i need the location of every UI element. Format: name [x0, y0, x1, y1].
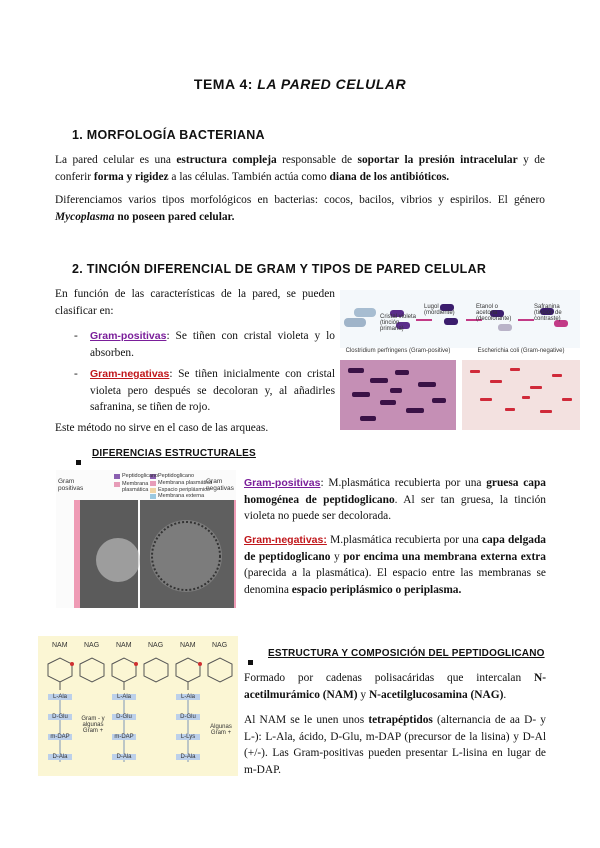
gram-positive-structure: [244, 475, 546, 525]
legend-plasma-membrane: Membrana plasmática: [122, 481, 149, 493]
amino-acid-box: D-Ala: [112, 754, 136, 760]
nag-label: NAG: [148, 642, 164, 649]
amino-acid-box: L-Ala: [48, 694, 72, 700]
text: y de conferir: [55, 154, 545, 183]
text: Diferenciamos varios tipos morfológicos en bacterias: cocos, bacilos, vibrios y espirilos. El género: [55, 194, 545, 206]
text: Al NAM se le unen unos: [244, 714, 369, 726]
peptidoglycan-figure: [38, 636, 238, 776]
stain-step-2: Lugol (mordiente): [424, 304, 455, 316]
text-bold: espacio periplásmico o periplasma.: [291, 583, 462, 596]
nag-label: NAG: [212, 642, 228, 649]
amino-acid-box: m-DAP: [112, 734, 136, 740]
cell-wall-figure: [56, 470, 236, 608]
structural-differences-heading: DIFERENCIAS ESTRUCTURALES: [92, 448, 256, 459]
text-bold: tetrapéptidos: [368, 714, 433, 726]
amino-acid-box: D-Ala: [176, 754, 200, 760]
text: a las células. También actúa como: [168, 170, 330, 183]
text: y: [357, 688, 369, 701]
text-bold: estructura compleja: [176, 154, 277, 166]
stain-step-4: Safranina (tinción de contraste): [534, 304, 562, 322]
legend-outer-membrane: Membrana externa: [158, 493, 205, 499]
gram-stain-figure: [340, 290, 580, 430]
text: y: [330, 550, 344, 563]
amino-acid-box: L-Lys: [176, 734, 200, 740]
legend-peptidoglycan: Peptidoglicano: [122, 473, 159, 479]
gram-negative-label: Gram-negativas:: [244, 534, 327, 546]
legend-plasma-membrane: Membrana plasmática: [158, 480, 213, 486]
text-bold: N-acetilmurámico (NAM): [244, 672, 546, 701]
gram-negative-note: Gram - y algunas Gram +: [81, 716, 105, 734]
gram-positive-note: Algunas Gram +: [210, 724, 232, 736]
text: : Se tiñen inicialmente con cristal violeta pero después se decoloran y, al añadirles safranina, se tiñen de rojo.: [90, 368, 335, 413]
text-bold: forma y rigidez: [93, 170, 169, 183]
dash: -: [74, 330, 78, 342]
peptidoglycan-heading: ESTRUCTURA Y COMPOSICIÓN DEL PEPTIDOGLICANO: [268, 648, 545, 659]
text-bold: capa delgada de peptidoglicano: [244, 534, 546, 563]
bullet-icon: [248, 652, 253, 670]
gram-positive-item: [90, 328, 335, 361]
text-bold-italic: Mycoplasma: [55, 210, 115, 223]
nag-label: NAG: [84, 642, 100, 649]
gram-negative-structure: [244, 532, 546, 598]
gram-negative-panel-title: Gram negativas: [206, 478, 234, 492]
amino-acid-box: L-Ala: [176, 694, 200, 700]
page-title: [0, 76, 600, 92]
amino-acid-box: L-Ala: [112, 694, 136, 700]
text: . Al ser tan gruesa, la tinción violeta no puede ser decolorada.: [244, 493, 546, 522]
nam-label: NAM: [180, 642, 196, 649]
gram-positive-label: Gram-positivas: [90, 330, 167, 342]
amino-acid-box: D-Ala: [48, 754, 72, 760]
stain-step-3: Etanol o acetona (decolorante): [476, 304, 512, 322]
nam-label: NAM: [116, 642, 132, 649]
text-bold: N-acetilglucosamina (NAG): [368, 688, 504, 701]
text-bold: gruesa capa homogénea de peptidoglicano: [244, 477, 547, 506]
text: (alternancia de aa D- y L-): L-Ala, ácido, D-Glu, m-DAP (precursor de la lisina) y D-Al (+/-). Las Gram-positivas pueden presentar L-lisina en lugar de m-DAP.: [244, 714, 546, 776]
legend-peptidoglycan: Peptidoglicano: [158, 473, 195, 479]
peptidoglycan-paragraph-1: [244, 670, 546, 703]
title-emphasis: LA PARED CELULAR: [257, 76, 407, 92]
text: (parecida a la plasmática). El espacio entre las membranas se denomina: [244, 567, 546, 596]
nam-label: NAM: [52, 642, 68, 649]
legend-periplasmic-space: Espacio periplásmico: [158, 487, 210, 493]
amino-acid-box: m-DAP: [48, 734, 72, 740]
gram-negative-item: [90, 366, 335, 416]
peptidoglycan-paragraph-2: [244, 712, 546, 778]
section-2-heading: 2. TINCIÓN DIFERENCIAL DE GRAM Y TIPOS DE PARED CELULAR: [72, 262, 487, 276]
stain-step-1: Cristal violeta (tinción primaria): [380, 314, 417, 332]
section-1-paragraph-1: [55, 152, 545, 185]
gram-negative-label: Gram-negativas: [90, 368, 170, 380]
title-prefix: TEMA 4:: [193, 76, 253, 92]
gram-positive-panel-title: Gram positivas: [58, 478, 84, 492]
amino-acid-box: D-Glu: [176, 714, 200, 720]
section-1-paragraph-2: [55, 192, 545, 225]
text: M.plasmática recubierta por una: [326, 534, 482, 546]
text: responsable de: [276, 154, 358, 166]
text-bold: diana de los antibióticos.: [329, 170, 450, 183]
text-bold: soportar la presión intracelular: [357, 154, 518, 166]
text-bold: por encima una membrana externa extra: [343, 550, 546, 563]
text-bold: no poseen pared celular.: [114, 210, 235, 223]
amino-acid-box: D-Glu: [112, 714, 136, 720]
text: .: [503, 688, 507, 701]
text: La pared celular es una: [55, 154, 177, 166]
gram-positive-caption: Clostridium perfringens (Gram-positive): [345, 348, 451, 354]
section-1-heading: 1. MORFOLOGÍA BACTERIANA: [72, 128, 265, 142]
arqueas-note: Este método no sirve en el caso de las arqueas.: [55, 422, 269, 434]
section-2-intro: En función de las características de la pared, se pueden clasificar en:: [55, 288, 335, 317]
amino-acid-box: D-Glu: [48, 714, 72, 720]
bullet-icon: [76, 452, 81, 470]
text: : Se tiñen con cristal violeta y lo absorben.: [90, 330, 335, 359]
dash: -: [74, 368, 78, 380]
text: Formado por cadenas polisacáridas que intercalan: [244, 672, 534, 684]
text: : M.plasmática recubierta por una: [320, 477, 487, 489]
gram-positive-label: Gram-positivas: [244, 477, 321, 489]
gram-negative-caption: Escherichia coli (Gram-negative): [477, 348, 565, 354]
